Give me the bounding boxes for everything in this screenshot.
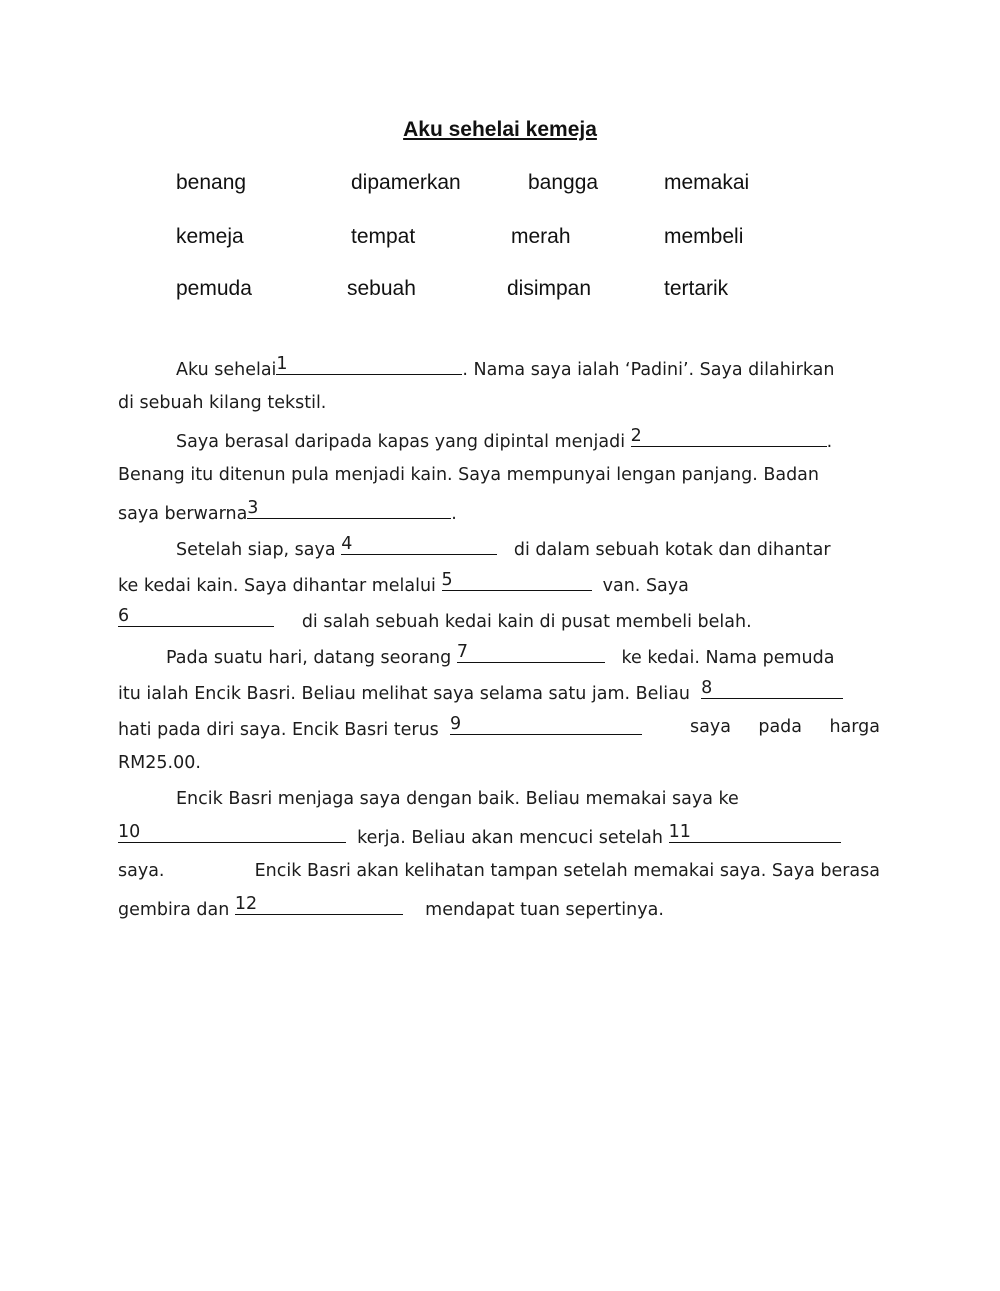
passage-line: Benang itu ditenun pula menjadi kain. Saya mempunyai lengan panjang. Badan: [118, 465, 819, 485]
passage-line-end: saya pada harga: [690, 717, 880, 737]
word-bank-item: dipamerkan: [351, 171, 461, 194]
blank-9[interactable]: 9: [450, 715, 642, 735]
word-bank-item: sebuah: [347, 277, 416, 300]
passage-line: Encik Basri menjaga saya dengan baik. Beliau memakai saya ke: [176, 789, 739, 809]
blank-11[interactable]: 11: [669, 823, 841, 843]
passage-line: di sebuah kilang tekstil.: [118, 393, 327, 413]
blank-1[interactable]: 1: [276, 355, 462, 375]
word-bank-item: memakai: [664, 171, 750, 194]
passage-line: RM25.00.: [118, 753, 201, 773]
passage-line: itu ialah Encik Basri. Beliau melihat saya selama satu jam. Beliau 8: [118, 679, 843, 706]
blank-7[interactable]: 7: [457, 643, 605, 663]
word-bank-item: benang: [176, 171, 247, 194]
word-bank-item: membeli: [664, 225, 744, 248]
blank-5[interactable]: 5: [442, 571, 592, 591]
blank-12[interactable]: 12: [235, 895, 403, 915]
blank-4[interactable]: 4: [341, 535, 497, 555]
passage-line: Setelah siap, saya 4 di dalam sebuah kotak dan dihantar: [176, 534, 831, 560]
blank-10[interactable]: 10: [118, 823, 346, 843]
passage-line: saya. Encik Basri akan kelihatan tampan setelah memakai saya. Saya berasa: [118, 861, 880, 881]
blank-8[interactable]: 8: [701, 679, 843, 699]
passage-line: 6 di salah sebuah kedai kain di pusat membeli belah.: [118, 606, 752, 632]
passage-line: 10 kerja. Beliau akan mencuci setelah 11: [118, 823, 841, 850]
word-bank-item: bangga: [528, 171, 599, 194]
passage-line: ke kedai kain. Saya dihantar melalui 5 van. Saya: [118, 570, 689, 596]
blank-6[interactable]: 6: [118, 607, 274, 627]
passage-line: gembira dan 12 mendapat tuan sepertinya.: [118, 894, 664, 920]
word-bank-item: tertarik: [664, 277, 729, 300]
blank-3[interactable]: 3: [247, 499, 451, 519]
worksheet-title: Aku sehelai kemeja: [403, 118, 597, 141]
passage-line: Aku sehelai 1 . Nama saya ialah ‘Padini’. Saya dilahirkan: [176, 354, 835, 380]
passage-line: hati pada diri saya. Encik Basri terus 9: [118, 715, 880, 742]
passage-line: Pada suatu hari, datang seorang 7 ke kedai. Nama pemuda: [166, 642, 835, 668]
word-bank-item: tempat: [351, 225, 416, 248]
word-bank-item: pemuda: [176, 277, 252, 300]
blank-2[interactable]: 2: [631, 427, 827, 447]
word-bank-item: disimpan: [507, 277, 592, 300]
passage-line: Saya berasal daripada kapas yang dipintal menjadi 2 .: [176, 426, 833, 452]
word-bank-item: kemeja: [176, 225, 244, 248]
passage-line: saya berwarna 3 .: [118, 498, 457, 524]
word-bank-item: merah: [511, 225, 571, 248]
